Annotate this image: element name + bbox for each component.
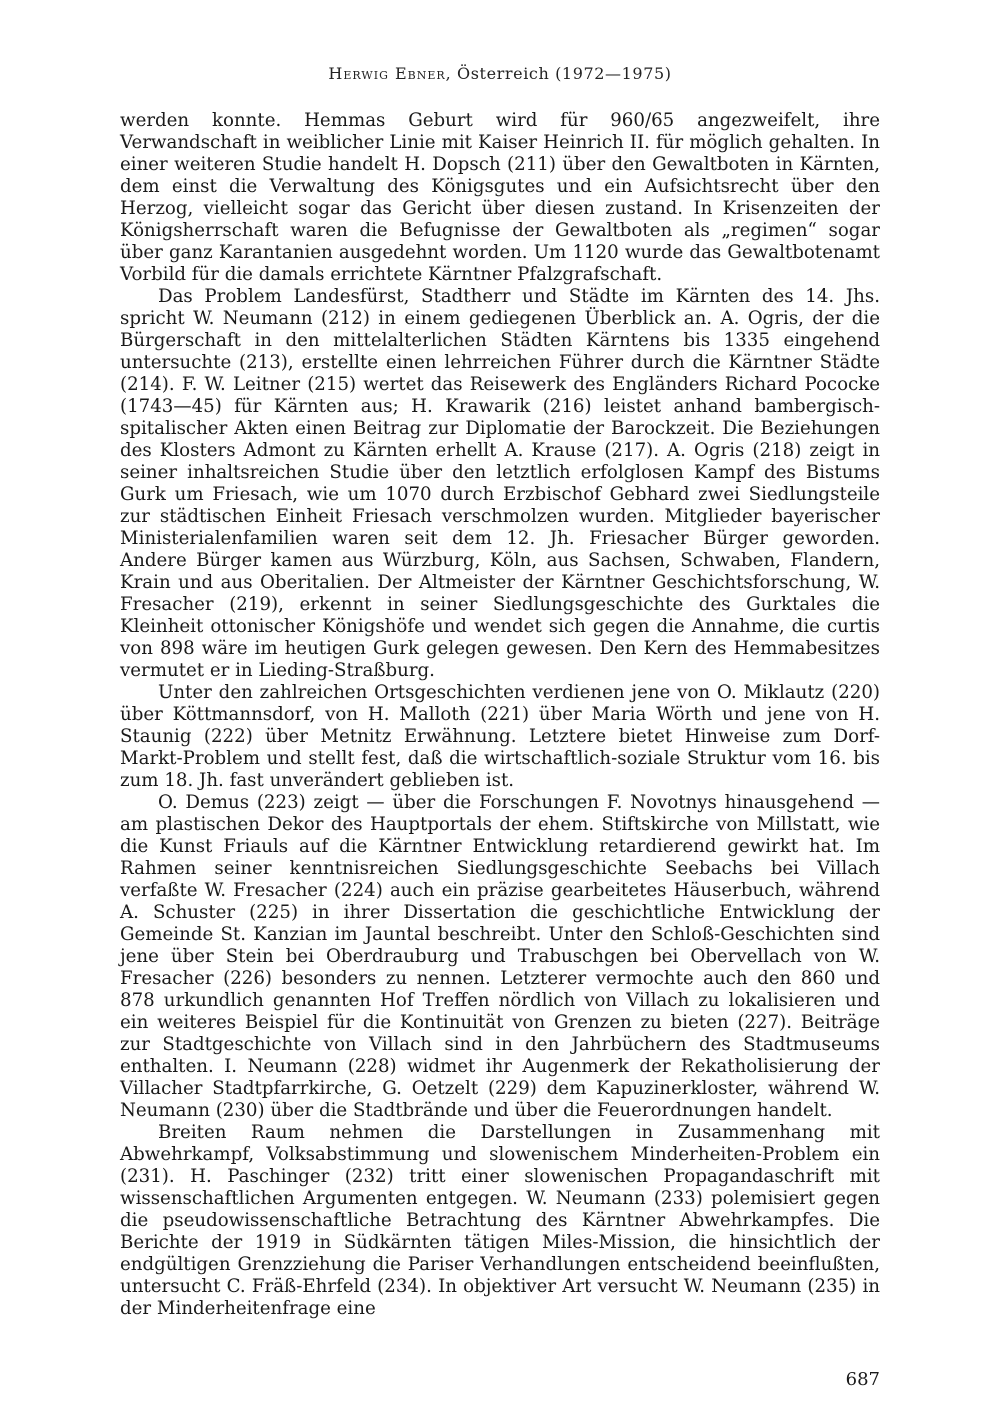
document-page [120, 60, 880, 1390]
running-head-author: Herwig Ebner [328, 64, 446, 83]
paragraph: Unter den zahlreichen Ortsgeschichten verdienen jene von O. Miklautz (220) über Köttmannsdorf, von H. Malloth (221) über Maria Wörth und jene von H. Staunig (222) über Metnitz Erwähnung. Letztere bietet Hinweise zum Dorf-Markt-Problem und stellt fest, daß die wirtschaftlich-soziale Struktur vom 16. bis zum 18. Jh. fast unverändert geblieben ist. [120, 682, 880, 791]
paragraph: Das Problem Landesfürst, Stadtherr und Städte im Kärnten des 14. Jhs. spricht W. Neumann (212) in einem gediegenen Überblick an. A. Ogris, der die Bürgerschaft in den mittelalterlichen Städten Kärntens bis 1335 eingehend untersuchte (213), erstellte einen lehrreichen Führer durch die Kärntner Städte (214). F. W. Leitner (215) wertet das Reisewerk des Engländers Richard Pococke (1743—45) für Kärnten aus; H. Krawarik (216) leistet anhand bambergisch-spitalischer Akten einen Beitrag zur Diplomatie der Barockzeit. Die Beziehungen des Klosters Admont zu Kärnten erhellt A. Krause (217). A. Ogris (218) zeigt in seiner inhaltsreichen Studie über den letztlich erfolglosen Kampf des Bistums Gurk um Friesach, wie um 1070 durch Erzbischof Gebhard zwei Siedlungsteile zur städtischen Einheit Friesach verschmolzen wurden. Mitglieder bayerischer Ministerialenfamilien waren seit dem 12. Jh. Friesacher Bürger geworden. Andere Bürger kamen aus Würzburg, Köln, aus Sachsen, Schwaben, Flandern, Krain und aus Oberitalien. Der Altmeister der Kärntner Geschichtsforschung, W. Fresacher (219), erkennt in seiner Siedlungsgeschichte des Gurktales die Kleinheit ottonischer Königshöfe und wendet sich gegen die Annahme, die curtis von 898 wäre im heutigen Gurk gelegen gewesen. Den Kern des Hemmabesitzes vermutet er in Lieding-Straßburg. [120, 286, 880, 681]
paragraph: Breiten Raum nehmen die Darstellungen in Zusammenhang mit Abwehrkampf, Volksabstimmung und slowenischem Minderheiten-Problem ein (231). H. Paschinger (232) tritt einer slowenischen Propagandaschrift mit wissenschaftlichen Argumenten entgegen. W. Neumann (233) polemisiert gegen die pseudowissenschaftliche Betrachtung des Kärntner Abwehrkampfes. Die Berichte der 1919 in Südkärnten tätigen Miles-Mission, die hinsichtlich der endgültigen Grenzziehung die Pariser Verhandlungen entscheidend beeinflußten, untersucht C. Fräß-Ehrfeld (234). In objektiver Art versucht W. Neumann (235) in der Minderheitenfrage eine [120, 1122, 880, 1319]
running-head [120, 60, 880, 100]
page-number: 687 [845, 1369, 880, 1390]
paragraph: O. Demus (223) zeigt — über die Forschungen F. Novotnys hinausgehend — am plastischen Dekor des Hauptportals der ehem. Stiftskirche von Millstatt, wie die Kunst Friauls auf die Kärntner Entwicklung retardierend gewirkt hat. Im Rahmen seiner kenntnisreichen Siedlungsgeschichte Seebachs bei Villach verfaßte W. Fresacher (224) auch ein präzise gearbeitetes Häuserbuch, während A. Schuster (225) in ihrer Dissertation die geschichtliche Entwicklung der Gemeinde St. Kanzian im Jauntal beschreibt. Unter den Schloß-Geschichten sind jene über Stein bei Oberdrauburg und Trabuschgen bei Obervellach von W. Fresacher (226) besonders zu nennen. Letzterer vermochte auch den 860 und 878 urkundlich genannten Hof Treffen nördlich von Villach zu lokalisieren und ein weiteres Beispiel für die Kontinuität von Grenzen zu bieten (227). Beiträge zur Stadtgeschichte von Villach sind in den Jahrbüchern des Stadtmuseums enthalten. I. Neumann (228) widmet ihr Augenmerk der Rekatholisierung der Villacher Stadtpfarrkirche, G. Oetzelt (229) dem Kapuzinerkloster, während W. Neumann (230) über die Stadtbrände und über die Feuerordnungen handelt. [120, 792, 880, 1121]
paragraph: werden konnte. Hemmas Geburt wird für 960/65 angezweifelt, ihre Verwandschaft in weiblicher Linie mit Kaiser Heinrich II. für möglich gehalten. In einer weiteren Studie handelt H. Dopsch (211) über den Gewaltboten in Kärnten, dem einst die Verwaltung des Königsgutes und ein Aufsichtsrecht über den Herzog, vielleicht sogar das Gericht über diesen zustand. In Krisenzeiten der Königsherrschaft waren die Befugnisse der Gewaltboten als „regimen“ sogar über ganz Karantanien ausgedehnt worden. Um 1120 wurde das Gewaltbotenamt Vorbild für die damals errichtete Kärntner Pfalzgrafschaft. [120, 110, 880, 285]
running-head-separator: , [445, 64, 458, 83]
running-head-rest: Österreich (1972—1975) [457, 64, 672, 83]
body-text [120, 110, 880, 1320]
